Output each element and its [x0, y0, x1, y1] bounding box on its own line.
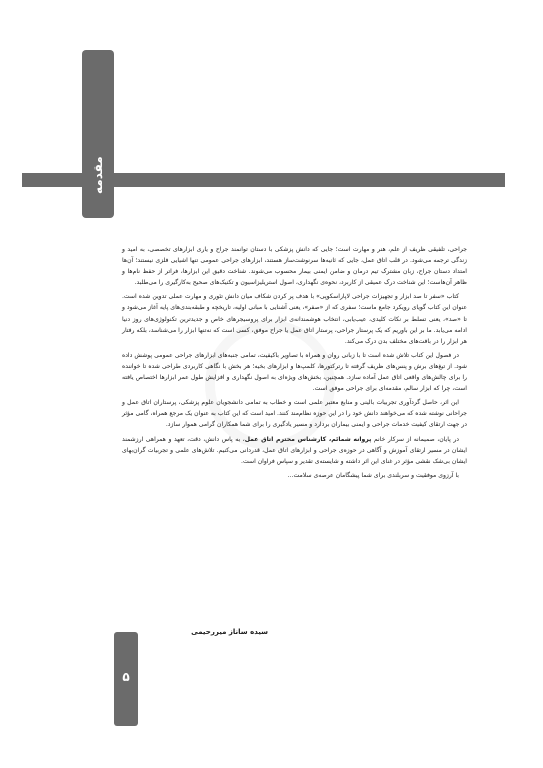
acknowledged-person: پروانه شمائم، کارشناس محترم اتاق عمل [244, 435, 372, 443]
author-signature: سیده ساناز میررحیمی [191, 628, 268, 636]
introduction-body [122, 244, 467, 484]
section-heading: مقدمه [91, 156, 105, 194]
paragraph-5 [122, 434, 467, 467]
paragraph-6: با آرزوی موفقیت و سربلندی برای شما پیشگامان عرصه‌ی سلامت... [287, 471, 459, 479]
paragraph-4: این اثر، حاصل گردآوری تجربیات بالینی و منابع معتبر علمی است و خطاب به تمامی دانشجویان علوم پزشکی، پرستاران اتاق عمل و جراحانی نوشته شده که می‌خواهند دانش خود را در این حوزه نظام‌مند کنند. امید است که این کتاب به عنوان یک مرجع همراه، گامی مؤثر در جهت ارتقای کیفیت خدمات جراحی و ایمنی بیماران بردارد و مسیر یادگیری را برای شما همکاران گرامی هموار سازد. [122, 399, 467, 429]
paragraph-2: کتاب «سفر تا صد ابزار و تجهیزات جراحی لاپاراسکوپی» با هدف پر کردن شکاف میان دانش تئوری و مهارت عملی تدوین شده است. عنوان این کتاب گویای رویکرد جامع ماست؛ سفری که از «صفر»، یعنی آشنایی با مبانی اولیه، تاریخچه و طبقه‌بندی‌های پایه آغاز می‌شود و تا «صد»، یعنی تسلط بر نکات کلیدی، عیب‌یابی، انتخاب هوشمندانه‌ی ابزار برای پروسیجرهای خاص و جدیدترین تکنولوژی‌های روز دنیا ادامه می‌یابد. ما بر این باوریم که یک پرستار جراحی، پرستار اتاق عمل یا جراح موفق، کسی است که نه‌تنها ابزار را می‌شناسد، بلکه رفتار هر ابزار را در بافت‌های مختلف بدن درک می‌کند. [122, 293, 467, 345]
paragraph-5-start: در پایان، صمیمانه از سرکار خانم [371, 435, 459, 443]
paragraph-3: در فصول این کتاب تلاش شده است تا با زبانی روان و همراه با تصاویر باکیفیت، تمامی جنبه‌های ابزارهای جراحی عمومی پوشش داده شود. از تیغ‌های برش و پنس‌های ظریف گرفته تا رترکتورها، کلمپ‌ها و ابزارهای بخیه؛ هر بخش با نگاهی کاربردی طراحی شده تا خواننده را برای چالش‌های واقعی اتاق عمل آماده سازد. همچنین، بخش‌های ویژه‌ای به اصول نگهداری و افزایش طول عمر ابزارها اختصاص یافته است، چرا که ابزار سالم، مقدمه‌ای برای جراحی موفق است. [122, 351, 467, 393]
heading-tab [82, 50, 114, 218]
page-number: ۵ [122, 670, 130, 684]
paragraph-1: جراحی، تلفیقی ظریف از علم، هنر و مهارت است؛ جایی که دانش پزشکی با دستان توانمند جراح و یاری ابزارهای تخصصی، به امید و زندگی ترجمه می‌شود. در قلب اتاق عمل، جایی که ثانیه‌ها سرنوشت‌ساز هستند، ابزارهای جراحی عمومی تنها اشیایی فلزی نیستند؛ آن‌ها امتداد دستان جراح، زبان مشترک تیم درمان و ضامن ایمنی بیمار محسوب می‌شوند. شناخت دقیق این ابزارها، فراتر از حفظ نام‌ها و ظاهر آن‌هاست؛ این شناخت درک عمیقی از کاربرد، نحوه‌ی نگهداری، اصول استریلیزاسیون و تکنیک‌های صحیح به‌کارگیری را می‌طلبد. [122, 246, 467, 287]
paragraph-5-end: ، به پاس دانش، دقت، تعهد و همراهی ارزشمند ایشان در مسیر ارتقای آموزش و آگاهی در حوزه‌ی جراحی و ابزارهای اتاق عمل، قدردانی می‌کنیم. تلاش‌های علمی و تجربیات گران‌بهای ایشان بی‌شک نقشی مؤثر در غنای این اثر داشته و شایسته‌ی تقدیر و سپاس فراوان است. [122, 435, 467, 465]
page-number-tab [114, 632, 138, 726]
